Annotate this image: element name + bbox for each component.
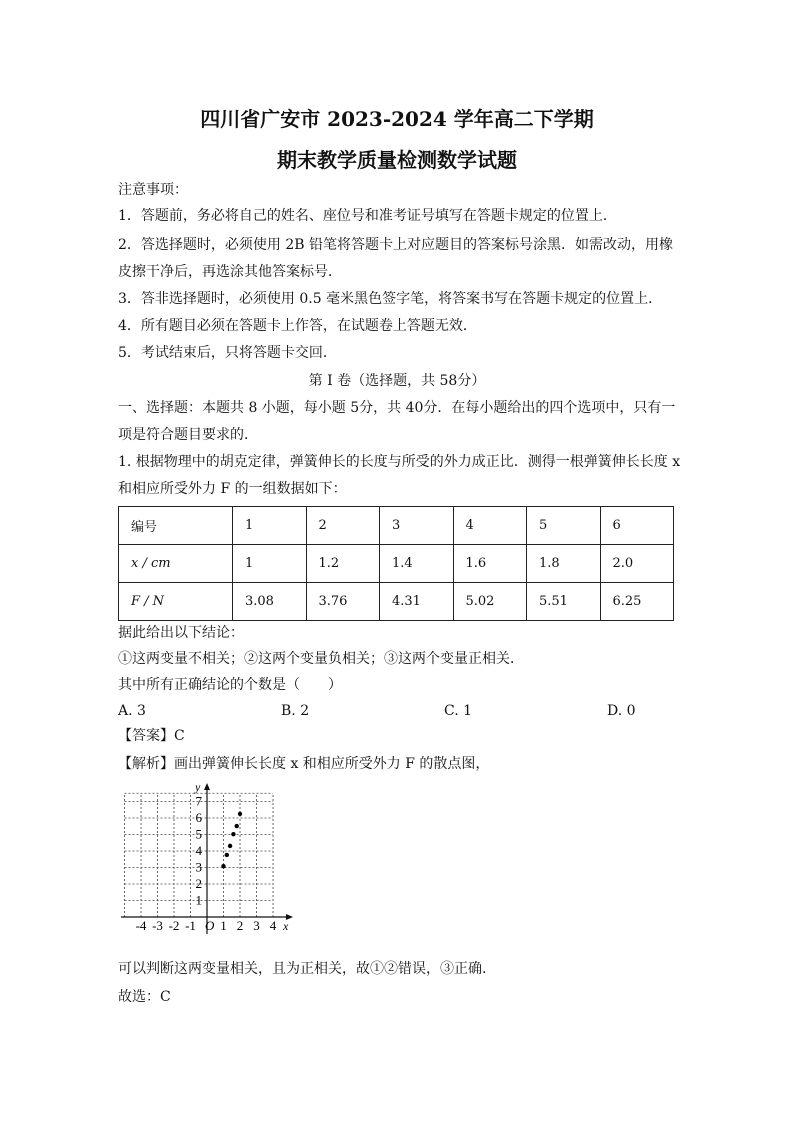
data-point <box>238 812 242 816</box>
y-tick-label: 7 <box>195 793 202 809</box>
y-tick-label: 1 <box>195 892 202 908</box>
plot-ticks <box>136 794 277 934</box>
y-axis-arrow-icon <box>204 783 210 790</box>
y-tick-label: 4 <box>195 843 202 858</box>
y-tick-label: 3 <box>195 859 202 875</box>
table-cell: 2.0 <box>600 545 674 583</box>
table-row <box>119 507 674 545</box>
option-d: D. 0 <box>607 703 636 719</box>
data-point <box>225 853 229 857</box>
option-a: A. 3 <box>118 703 146 719</box>
x-tick-label: 2 <box>236 918 244 933</box>
question-stem-2: 和相应所受外力 F 的一组数据如下： <box>118 481 347 497</box>
table-cell: 2 <box>306 507 380 545</box>
notice-5: 5．考试结束后，只将答题卡交回． <box>118 345 337 361</box>
x-axis-label: x <box>283 919 289 933</box>
y-tick-label: 5 <box>195 826 202 842</box>
x-tick-label: -4 <box>135 918 147 933</box>
conclusion-text: 可以判断这两变量相关，且为正相关，故①②错误，③正确. <box>118 961 487 977</box>
y-axis-label: y <box>195 780 201 794</box>
table-row <box>119 545 674 583</box>
table-cell: 1.4 <box>380 545 454 583</box>
notice-3: 3．答非选择题时，必须使用 0.5 毫米黑色签字笔，将答案书写在答题卡规定的位置上． <box>118 291 663 307</box>
table-cell: 1.2 <box>306 545 380 583</box>
table-cell: 6 <box>600 507 674 545</box>
title-line-1: 四川省广安市 2023-2024 学年高二下学期 <box>200 107 594 131</box>
x-tick-label: 1 <box>220 918 227 933</box>
table-cell: F / N <box>119 583 233 621</box>
plot-points <box>221 812 242 869</box>
table-cell: 4 <box>453 507 527 545</box>
plot-axes <box>121 783 293 934</box>
x-tick-label: -2 <box>168 918 180 933</box>
question-ask: 其中所有正确结论的个数是（ ） <box>118 677 342 693</box>
notice-2-cont: 皮擦干净后，再选涂其他答案标号． <box>118 264 342 280</box>
data-point <box>235 824 239 828</box>
table-cell: 5 <box>527 507 601 545</box>
plot-labels <box>194 780 289 933</box>
x-tick-label: 4 <box>269 918 277 933</box>
y-tick-label: 6 <box>195 810 202 825</box>
after-table-text: 据此给出以下结论： <box>118 625 244 641</box>
x-tick-label: 3 <box>253 918 260 933</box>
table-cell: 编号 <box>119 507 233 545</box>
table-cell: x / cm <box>119 545 233 583</box>
section-title: 第 I 卷（选择题，共 58分） <box>308 373 486 389</box>
title-line-2: 期末教学质量检测数学试题 <box>277 148 517 172</box>
table-cell: 3.08 <box>233 583 307 621</box>
table-cell: 5.51 <box>527 583 601 621</box>
x-tick-label: -3 <box>152 918 163 933</box>
x-tick-label: -1 <box>185 918 196 933</box>
section-intro-2: 项是符合题目要求的． <box>118 427 258 443</box>
table-cell: 6.25 <box>600 583 674 621</box>
y-tick-label: 2 <box>195 876 202 891</box>
scatter-plot <box>115 778 305 938</box>
table-cell: 1.6 <box>453 545 527 583</box>
analysis: 【解析】画出弹簧伸长长度 x 和相应所受外力 F 的散点图， <box>118 756 490 772</box>
table-cell: 3.76 <box>306 583 380 621</box>
table-cell: 1 <box>233 507 307 545</box>
answer: 【答案】C <box>118 728 185 744</box>
origin-label: O <box>205 918 215 933</box>
notice-4: 4．所有题目必须在答题卡上作答，在试题卷上答题无效． <box>118 318 477 334</box>
data-point <box>221 864 225 868</box>
notice-1: 1．答题前，务必将自己的姓名、座位号和准考证号填写在答题卡规定的位置上． <box>118 208 617 224</box>
table-cell: 3 <box>380 507 454 545</box>
data-point <box>228 844 232 848</box>
table-cell: 4.31 <box>380 583 454 621</box>
option-b: B. 2 <box>281 703 310 719</box>
section-intro-1: 一、选择题：本题共 8 小题，每小题 5分，共 40分．在每小题给出的四个选项中，只有一 <box>118 400 676 416</box>
table-cell: 1.8 <box>527 545 601 583</box>
notice-heading: 注意事项： <box>118 182 188 198</box>
conclusions: ①这两变量不相关；②这两个变量负相关；③这两个变量正相关． <box>118 651 524 667</box>
final-answer: 故选：C <box>118 989 171 1005</box>
table-cell: 5.02 <box>453 583 527 621</box>
notice-2: 2．答选择题时，必须使用 2B 铅笔将答题卡上对应题目的答案标号涂黑．如需改动，用橡 <box>118 237 674 253</box>
question-stem-1: 1. 根据物理中的胡克定律，弹簧伸长的长度与所受的外力成正比．测得一根弹簧伸长长度 x <box>118 454 681 470</box>
table-cell: 1 <box>233 545 307 583</box>
option-c: C. 1 <box>444 703 473 719</box>
data-point <box>231 832 235 836</box>
data-table <box>118 506 674 621</box>
table-row <box>119 583 674 621</box>
